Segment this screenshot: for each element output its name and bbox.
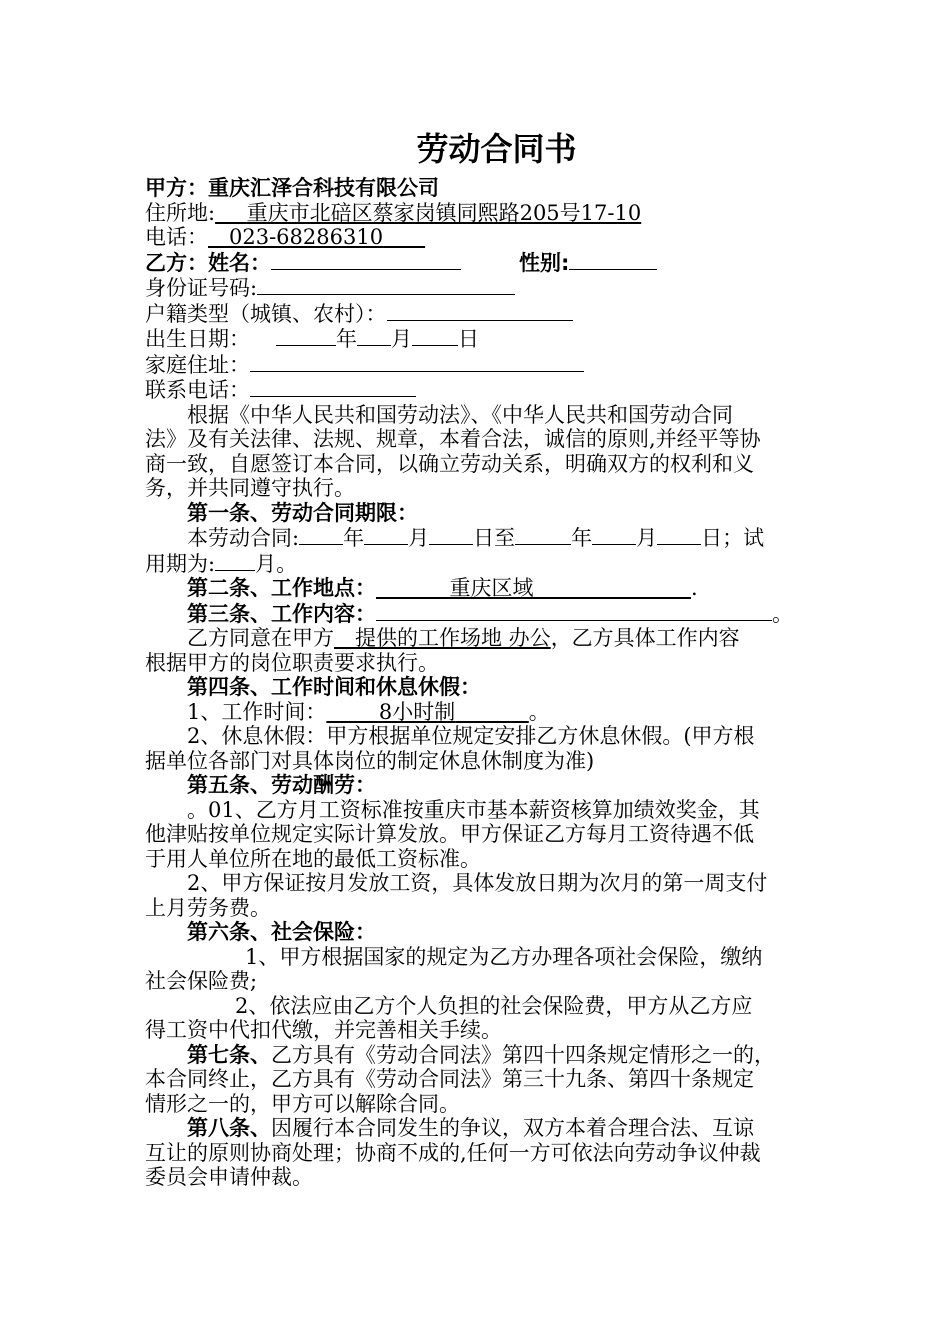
- article-7-line-2: 本合同终止，乙方具有《劳动合同法》第三十九条、第四十条规定: [145, 1067, 754, 1091]
- end-day-blank[interactable]: [657, 525, 701, 545]
- start-day-blank[interactable]: [429, 525, 473, 545]
- article-5-line-5: 上月劳务费。: [145, 895, 271, 920]
- article-6-line-3: 2、依法应由乙方个人负担的社会保险费，甲方从乙方应: [235, 993, 753, 1018]
- work-hours-value: 8小时制: [378, 699, 456, 724]
- article-5-line-1: 。01、乙方月工资标准按重庆市基本薪资核算加绩效奖金，其: [187, 797, 760, 822]
- name-label: 姓名：: [208, 250, 271, 275]
- article-3-line: 第三条、工作内容： 。: [187, 601, 793, 626]
- id-blank[interactable]: [257, 275, 515, 295]
- hukou-line: [145, 301, 810, 327]
- article-6-line-2: 社会保险费;: [145, 969, 258, 993]
- address-label: 住所地:: [145, 200, 216, 225]
- article-3-line-3: 根据甲方的岗位职责要求执行。: [145, 650, 439, 675]
- article-2-heading: 第二条、工作地点：: [187, 576, 376, 600]
- start-year-blank[interactable]: [299, 525, 343, 545]
- article-6-heading: 第六条、社会保险：: [187, 920, 376, 944]
- hukou-blank[interactable]: [387, 301, 573, 321]
- contact-line: [145, 377, 810, 403]
- start-month-blank[interactable]: [364, 525, 408, 545]
- party-b-label: 乙方：: [145, 250, 208, 275]
- article-2-line: 第二条、工作地点： 重庆区域 .: [187, 576, 698, 600]
- end-month-blank[interactable]: [592, 525, 636, 545]
- probation-blank[interactable]: [215, 551, 255, 571]
- article-3-heading: 第三条、工作内容：: [187, 601, 376, 626]
- id-line: [145, 275, 810, 301]
- article-4-line-3: 据单位各部门对具体岗位的制定休息休制度为准): [145, 748, 595, 773]
- article-7-heading: 第七条、: [187, 1042, 271, 1067]
- gender-label: 性别:: [519, 250, 570, 275]
- id-label: 身份证号码:: [145, 276, 258, 300]
- article-4-line-2: 2、休息休假：甲方根据单位规定安排乙方休息休假。(甲方根: [187, 724, 755, 748]
- workplace-value: 提供的工作场地 办公: [355, 626, 551, 650]
- address-value: 重庆市北碚区蔡家岗镇同熙路205号17-10: [246, 200, 642, 225]
- article-1-heading: 第一条、劳动合同期限：: [187, 500, 418, 525]
- birth-label: 出生日期：: [145, 327, 250, 351]
- article-1-line-2: 用期为: 月。: [145, 551, 298, 576]
- preamble-line-4: 务，并共同遵守执行。: [145, 476, 355, 500]
- article-1-line-1: 本劳动合同: 年 月 日至 年 月 日；试: [187, 526, 765, 550]
- article-7-line-3: 情形之一的，甲方可以解除合同。: [145, 1091, 460, 1116]
- phone-label: 电话：: [145, 225, 208, 249]
- party-a-line: [145, 176, 810, 201]
- article-4-heading: 第四条、工作时间和休息休假：: [187, 675, 481, 699]
- contract-page: [145, 124, 810, 1190]
- article-8-line-1: 第八条、因履行本合同发生的争议，双方本着合理合法、互谅: [187, 1116, 754, 1140]
- work-location-value: 重庆区域: [449, 576, 534, 600]
- preamble-line-1: 根据《中华人民共和国劳动法》、《中华人民共和国劳动合同: [187, 402, 733, 427]
- birth-year-blank[interactable]: [276, 326, 336, 346]
- party-a-name: 重庆汇泽合科技有限公司: [208, 176, 439, 200]
- end-year-blank[interactable]: [515, 525, 571, 545]
- preamble-line-3: 商一致，自愿签订本合同，以确立劳动关系，明确双方的权利和义: [145, 451, 754, 476]
- article-8-line-3: 委员会申请仲裁。: [145, 1165, 313, 1189]
- article-5-line-3: 于用人单位所在地的最低工资标准。: [145, 846, 481, 871]
- name-blank[interactable]: [271, 250, 461, 270]
- home-label: 家庭住址：: [145, 352, 250, 377]
- article-8-line-2: 互让的原则协商处理；协商不成的,任何一方可依法向劳动争议仲裁: [145, 1140, 761, 1165]
- article-5-line-4: 2、甲方保证按月发放工资，具体发放日期为次月的第一周支付: [187, 871, 768, 895]
- work-content-blank[interactable]: [376, 601, 772, 621]
- article-3-line-2: 乙方同意在甲方 提供的工作场地 办公，乙方具体工作内容: [187, 626, 740, 650]
- party-a-label: 甲方：: [145, 176, 208, 200]
- article-6-line-4: 得工资中代扣代缴，并完善相关手续。: [145, 1018, 502, 1042]
- birth-line: [145, 326, 810, 352]
- article-5-heading: 第五条、劳动酬劳：: [187, 773, 376, 797]
- article-8-heading: 第八条、: [187, 1116, 271, 1140]
- party-a-address-line: [145, 201, 810, 226]
- document-title: 劳动合同书: [416, 130, 577, 168]
- article-7-line-1: 第七条、乙方具有《劳动合同法》第四十四条规定情形之一的，: [187, 1042, 775, 1067]
- party-b-line: [145, 250, 810, 276]
- gender-blank[interactable]: [569, 250, 657, 270]
- birth-month-blank[interactable]: [357, 326, 391, 346]
- home-blank[interactable]: [250, 352, 584, 372]
- birth-day-blank[interactable]: [412, 326, 458, 346]
- month-label: 月: [391, 327, 412, 351]
- party-a-phone-line: [145, 225, 810, 250]
- home-line: [145, 352, 810, 378]
- phone-value: 023-68286310: [229, 225, 384, 249]
- hukou-label: 户籍类型（城镇、农村）：: [145, 301, 387, 326]
- day-label: 日: [458, 327, 479, 351]
- contact-blank[interactable]: [250, 377, 416, 397]
- contact-label: 联系电话：: [145, 378, 250, 402]
- preamble-line-2: 法》及有关法律、法规、规章，本着合法，诚信的原则,并经平等协: [145, 427, 761, 451]
- article-5-line-2: 他津贴按单位规定实际计算发放。甲方保证乙方每月工资待遇不低: [145, 822, 754, 846]
- year-label: 年: [336, 327, 357, 351]
- article-4-line-1: 1、工作时间： 8小时制 。: [187, 699, 550, 724]
- article-6-line-1: 1、甲方根据国家的规定为乙方办理各项社会保险，缴纳: [245, 944, 763, 969]
